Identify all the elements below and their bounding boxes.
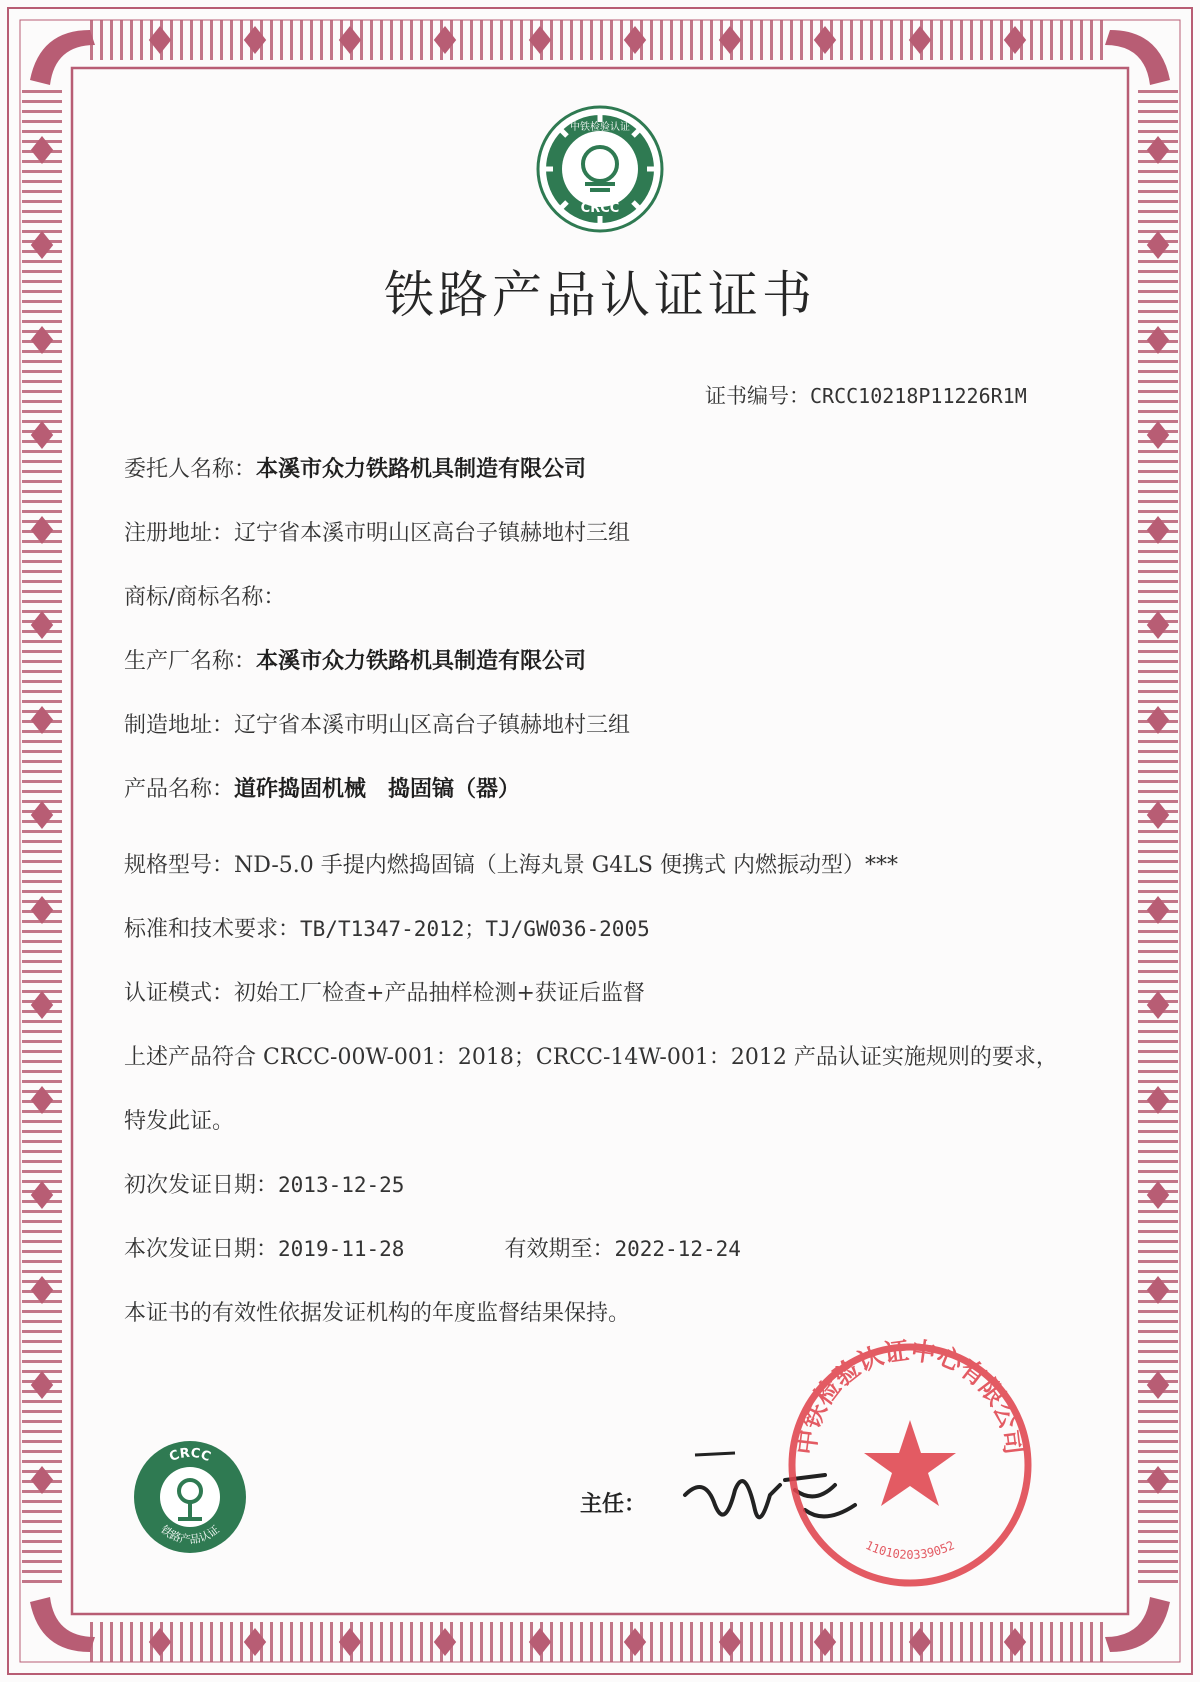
logo-center-text: CRCC (580, 201, 620, 216)
field-model: 规格型号：ND-5.0 手提内燃捣固镐（上海丸景 G4LS 便携式 内燃振动型）*** (124, 853, 898, 878)
border-diamond (719, 1628, 741, 1656)
first-issue-date: 初次发证日期：2013-12-25 (124, 1173, 405, 1198)
certificate-number-value: CRCC10218P11226R1M (810, 384, 1027, 408)
border-diamond (1147, 896, 1169, 924)
field-product-name: 产品名称：道砟捣固机械 捣固镐（器） (124, 777, 521, 802)
valid-until-value: 2022-12-24 (614, 1237, 741, 1261)
border-diamond (814, 1628, 836, 1656)
border-diamond (1147, 801, 1169, 829)
border-diamond (1147, 1466, 1169, 1494)
field-applicant: 委托人名称：本溪市众力铁路机具制造有限公司 (124, 457, 587, 482)
border-diamond (1147, 421, 1169, 449)
conformity-statement: 上述产品符合 CRCC-00W-001：2018；CRCC-14W-001：2012 产品认证实施规则的要求， (124, 1045, 1058, 1070)
field-manufacturing-address: 制造地址：辽宁省本溪市明山区高台子镇赫地村三组 (124, 713, 631, 738)
border-diamond (1147, 326, 1169, 354)
border-diamond (31, 896, 53, 924)
border-diamond (149, 26, 171, 54)
border-diamond (31, 1086, 53, 1114)
valid-until-label: 有效期至： (504, 1237, 615, 1262)
certificate-number-label: 证书编号： (705, 384, 810, 408)
border-diamond (529, 26, 551, 54)
seal-number: 1101020339052 (863, 1538, 957, 1562)
border-diamond (339, 1628, 361, 1656)
border-diamond (31, 706, 53, 734)
border-diamond (719, 26, 741, 54)
crcc-railway-emblem-icon (132, 1439, 248, 1555)
border-diamond (624, 1628, 646, 1656)
field-trademark: 商标/商标名称： (124, 585, 286, 610)
border-diamond (244, 1628, 266, 1656)
border-diamond (1147, 516, 1169, 544)
issue-statement: 特发此证。 (124, 1109, 235, 1134)
border-diamond (1147, 1276, 1169, 1304)
border-diamond (1147, 1086, 1169, 1114)
svg-text:1101020339052 (863, 1538, 956, 1562)
border-diamond (814, 26, 836, 54)
border-diamond (31, 1466, 53, 1494)
border-diamond (1004, 1628, 1026, 1656)
border-diamond (1147, 706, 1169, 734)
border-diamond (31, 1371, 53, 1399)
current-issue-date: 本次发证日期：2019-11-28 有效期至：2022-12-24 (124, 1237, 741, 1262)
border-diamond (434, 1628, 456, 1656)
border-diamond (31, 801, 53, 829)
border-diamond (909, 26, 931, 54)
border-diamond (149, 1628, 171, 1656)
official-seal-icon (780, 1335, 1040, 1595)
border-diamond (31, 136, 53, 164)
border-diamond (909, 1628, 931, 1656)
certificate-title: 铁路产品认证证书 (384, 266, 816, 324)
border-diamond (1147, 1181, 1169, 1209)
field-certification-mode: 认证模式：初始工厂检查+产品抽样检测+获证后监督 (124, 981, 645, 1006)
border-diamond (1147, 991, 1169, 1019)
border-diamond (434, 26, 456, 54)
validity-note: 本证书的有效性依据发证机构的年度监督结果保持。 (124, 1301, 631, 1326)
border-diamond (31, 421, 53, 449)
border-diamond (1147, 1371, 1169, 1399)
border-diamond (31, 991, 53, 1019)
border-diamond (1147, 136, 1169, 164)
border-diamond (244, 26, 266, 54)
border-diamond (31, 1276, 53, 1304)
field-manufacturer: 生产厂名称：本溪市众力铁路机具制造有限公司 (124, 649, 587, 674)
border-diamond (31, 516, 53, 544)
border-diamond (339, 26, 361, 54)
border-diamond (31, 1181, 53, 1209)
director-label: 主任： (580, 1492, 647, 1517)
border-diamond (624, 26, 646, 54)
border-diamond (1004, 26, 1026, 54)
border-diamond (31, 611, 53, 639)
border-diamond (1147, 611, 1169, 639)
certificate-number (705, 380, 1027, 410)
field-standards: 标准和技术要求：TB/T1347-2012；TJ/GW036-2005 (124, 917, 650, 942)
field-registered-address: 注册地址：辽宁省本溪市明山区高台子镇赫地村三组 (124, 521, 631, 546)
crcc-logo-icon (535, 104, 665, 234)
seal-ring-text: 中铁检验认证中心有限公司 (791, 1335, 1029, 1457)
border-diamond (529, 1628, 551, 1656)
emblem-ring-bottom-text: 铁路产品认证 (158, 1523, 222, 1547)
emblem-ring-top-text: CRCC (167, 1445, 213, 1466)
border-diamond (31, 326, 53, 354)
logo-ring-text: 中铁检验认证 (570, 122, 630, 133)
